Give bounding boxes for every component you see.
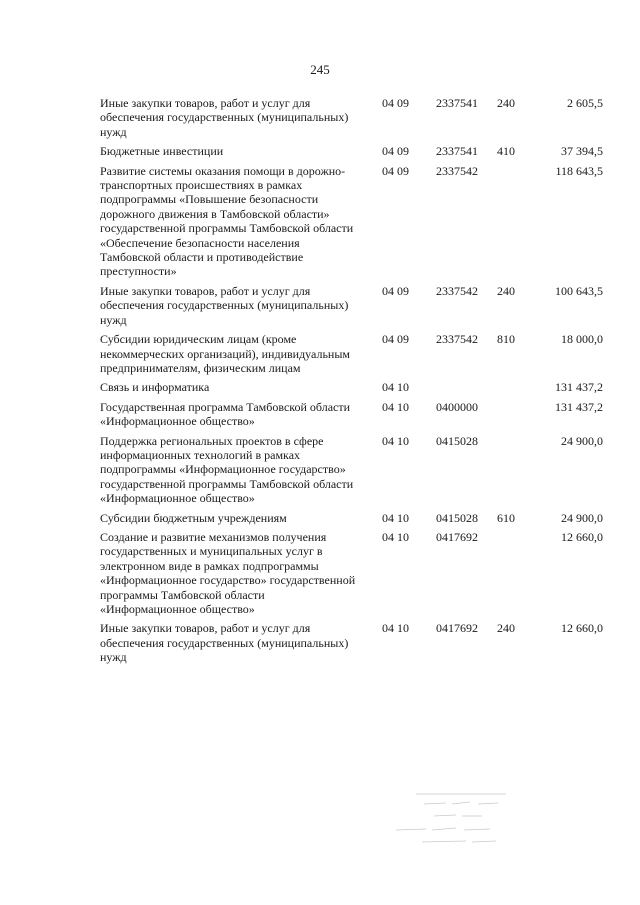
budget-table xyxy=(100,96,603,670)
row-section-code: 04 09 xyxy=(382,144,409,159)
table-row xyxy=(100,164,603,279)
table-row xyxy=(100,284,603,327)
row-section-code: 04 10 xyxy=(382,433,409,448)
table-row xyxy=(100,144,603,158)
row-section-code: 04 10 xyxy=(382,380,409,395)
row-section-code: 04 10 xyxy=(382,621,409,636)
row-section-code: 04 09 xyxy=(382,332,409,347)
row-description: Бюджетные инвестиции xyxy=(100,144,224,159)
row-description: Государственная программа Тамбовской области «Информационное общество» xyxy=(100,399,351,429)
row-expense-type: 240 xyxy=(497,283,515,298)
row-target-code: 2337542 xyxy=(436,283,478,298)
row-amount: 12 660,0 xyxy=(561,621,603,636)
page-number: 245 xyxy=(310,62,330,77)
row-target-code: 2337541 xyxy=(436,96,478,110)
row-amount: 100 643,5 xyxy=(555,283,603,298)
row-section-code: 04 09 xyxy=(382,283,409,298)
table-row xyxy=(100,96,603,139)
row-description: Иные закупки товаров, работ и услуг для обеспечения государственных (муниципальных) нужд xyxy=(100,621,349,665)
row-expense-type: 410 xyxy=(497,144,515,159)
row-section-code: 04 10 xyxy=(382,510,409,525)
row-section-code: 04 09 xyxy=(382,163,409,178)
row-amount: 118 643,5 xyxy=(555,163,603,178)
stamp-mark xyxy=(386,788,536,848)
table-row xyxy=(100,332,603,375)
row-description: Создание и развитие механизмов получения государственных и муниципальных услуг в электронном виде в рамках подпрограммы «Информационное государство» государственной программы Тамбовской области «Информационное общество» xyxy=(100,529,356,616)
row-target-code: 0400000 xyxy=(436,399,478,414)
table-row xyxy=(100,621,603,664)
row-amount: 131 437,2 xyxy=(555,380,603,395)
table-row xyxy=(100,530,603,616)
table-row xyxy=(100,400,603,429)
row-section-code: 04 10 xyxy=(382,399,409,414)
table-row xyxy=(100,511,603,525)
row-expense-type: 240 xyxy=(497,96,515,110)
row-section-code: 04 09 xyxy=(382,96,409,110)
row-amount: 131 437,2 xyxy=(555,399,603,414)
row-amount: 2 605,5 xyxy=(567,96,603,110)
row-target-code: 0415028 xyxy=(436,510,478,525)
row-amount: 24 900,0 xyxy=(561,510,603,525)
row-description: Иные закупки товаров, работ и услуг для обеспечения государственных (муниципальных) нужд xyxy=(100,96,349,139)
row-expense-type: 240 xyxy=(497,621,515,636)
row-description: Субсидии юридическим лицам (кроме некоммерческих организаций), индивидуальным предпринимателям, физическим лицам xyxy=(100,332,350,375)
row-target-code: 2337541 xyxy=(436,144,478,159)
row-description: Субсидии бюджетным учреждениям xyxy=(100,510,287,525)
row-expense-type: 610 xyxy=(497,510,515,525)
table-row xyxy=(100,434,603,506)
row-description: Иные закупки товаров, работ и услуг для обеспечения государственных (муниципальных) нужд xyxy=(100,283,349,327)
row-description: Развитие системы оказания помощи в дорожно-транспортных происшествиях в рамках подпрограммы «Повышение безопасности дорожного движения в Тамбовской области» государственной программы Тамбовской области «Обеспечение безопасности населения Тамбовской области и противодействие преступности» xyxy=(100,163,354,279)
row-section-code: 04 10 xyxy=(382,529,409,544)
row-amount: 12 660,0 xyxy=(561,529,603,544)
row-amount: 18 000,0 xyxy=(561,332,603,347)
row-target-code: 2337542 xyxy=(436,163,478,178)
row-amount: 37 394,5 xyxy=(561,144,603,159)
row-target-code: 2337542 xyxy=(436,332,478,347)
row-target-code: 0417692 xyxy=(436,621,478,636)
row-target-code: 0415028 xyxy=(436,433,478,448)
row-description: Поддержка региональных проектов в сфере информационных технологий в рамках подпрограммы «Информационное государство» государственной программы Тамбовской области «Информационное общество» xyxy=(100,433,354,506)
row-description: Связь и информатика xyxy=(100,380,210,395)
row-target-code: 0417692 xyxy=(436,529,478,544)
row-amount: 24 900,0 xyxy=(561,433,603,448)
row-expense-type: 810 xyxy=(497,332,515,347)
table-row xyxy=(100,380,603,394)
